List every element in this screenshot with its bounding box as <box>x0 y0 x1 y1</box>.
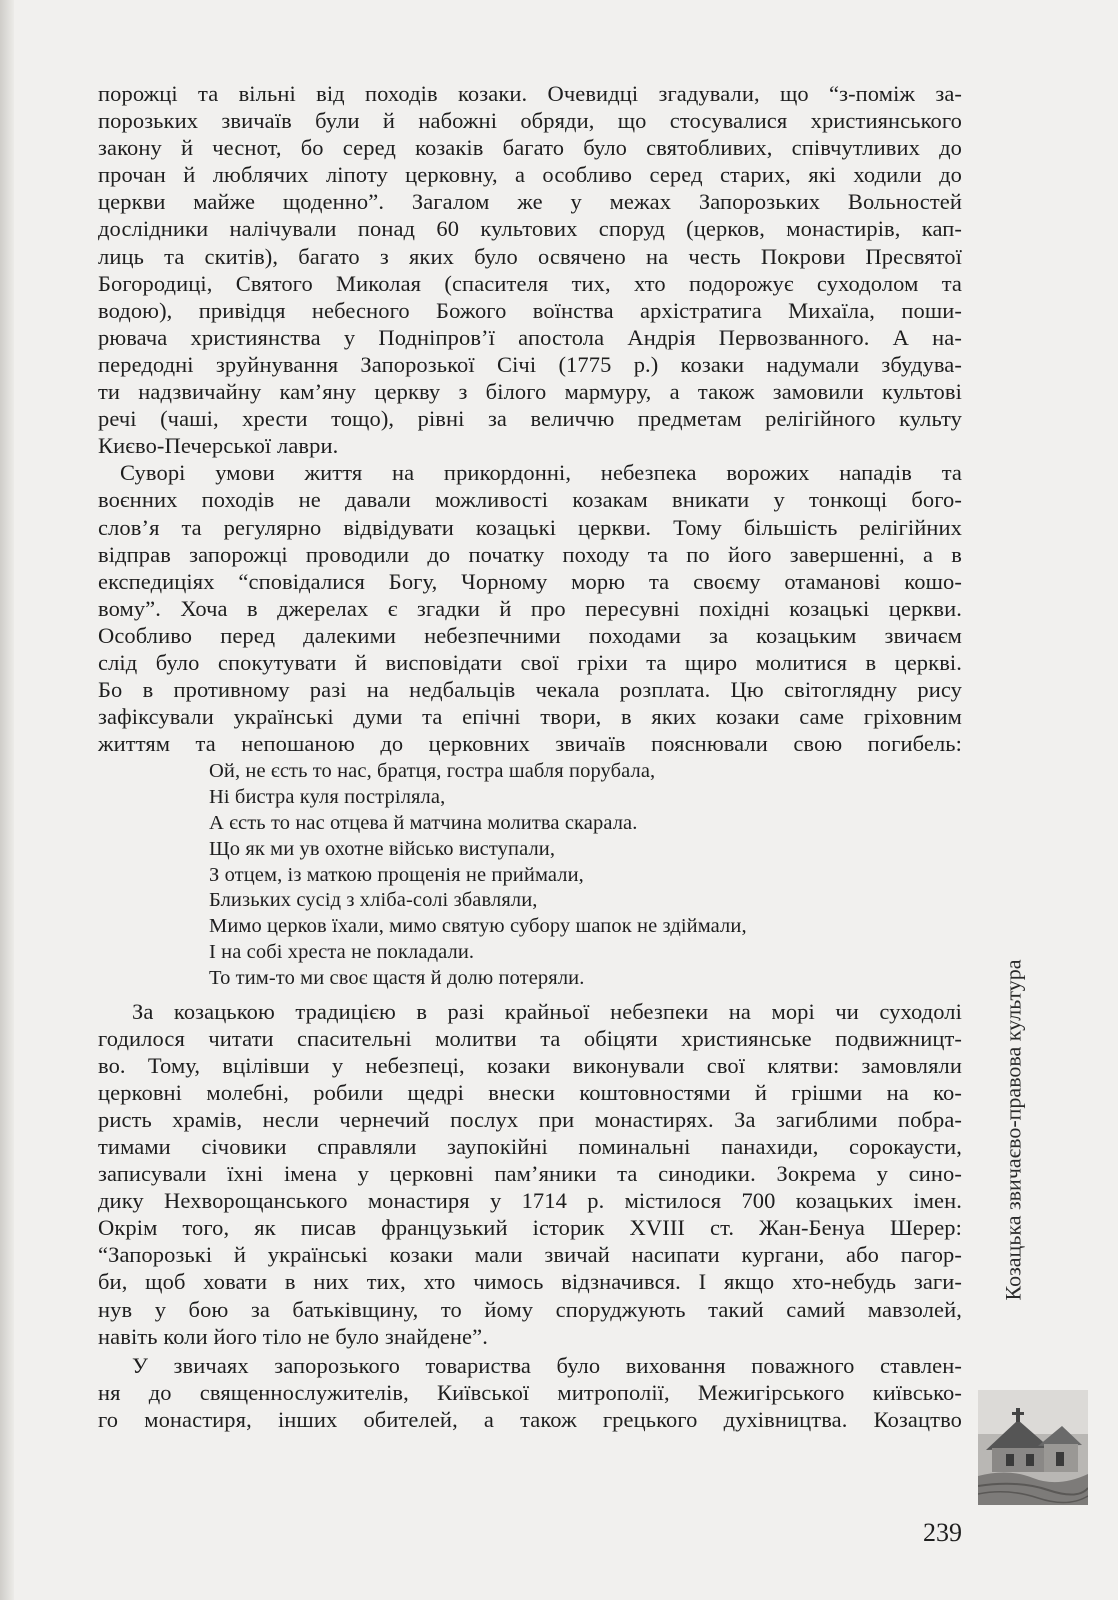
page-number: 239 <box>923 1518 962 1547</box>
poem-line: А єсть то нас отцева й матчина молитва скарала. <box>209 811 638 834</box>
section-title: Козацька звичаєво-правова культура <box>1000 959 1025 1301</box>
text-line: порожці та вільні від походів козаки. Очевидці згадували, що “з-поміж за- <box>98 81 962 106</box>
text-line: Окрім того, як писав французький історик XVIII ст. Жан-Бенуа Шерер: <box>98 1215 962 1241</box>
text-line: слов’я та регулярно відвідувати козацькі церкви. Тому більшість релігійних <box>98 514 962 540</box>
text-line: ня до священнослужителів, Київської митрополії, Межигірського київсько- <box>98 1379 962 1405</box>
text-line: закону й чеснот, бо серед козаків багато було святобливих, співчутливих до <box>98 135 962 161</box>
text-line: прочан й люблячих ліпоту церковну, а особливо серед старих, які ходили до <box>98 162 962 188</box>
text-line: би, щоб ховати в них тих, хто чимось відзначився. І якщо хто-небудь заги- <box>98 1269 962 1295</box>
paragraph-1 <box>98 80 962 459</box>
poem-line: З отцем, із маткою прощенія не приймали, <box>209 863 584 886</box>
poem-line: Ой, не єсть то нас, братця, гостра шабля порубала, <box>209 760 656 783</box>
text-line: життям та непошаною до церковних звичаїв пояснювали свою погибель: <box>98 731 962 757</box>
section-title-vertical <box>986 895 1040 1365</box>
text-line: Богородиці, Святого Миколая (спасителя тих, хто подорожує суходолом та <box>98 270 962 296</box>
poem-line: Ні бистра куля постріляла, <box>209 786 446 809</box>
text-line: Бо в противному разі на недбальців чекала розплата. Цю світоглядну рису <box>98 677 962 703</box>
text-line: дослідники налічували понад 60 культових споруд (церков, монастирів, кап- <box>98 216 962 242</box>
text-line: церковні молебні, робили щедрі внески коштовностями й грішми на ко- <box>98 1079 962 1105</box>
paragraph-4 <box>98 1352 962 1433</box>
text-line: го монастиря, інших обителей, а також грецького духівництва. Козацтво <box>98 1406 962 1432</box>
text-line: навіть коли його тіло не було знайдене”. <box>98 1323 488 1349</box>
text-line: воєнних походів не давали можливості козакам вникати у тонкощі бого- <box>98 487 962 513</box>
poem-quote <box>209 757 962 991</box>
paragraph-3 <box>98 998 962 1350</box>
text-line: За козацькою традицією в разі крайньої небезпеки на морі чи суходолі <box>132 998 962 1024</box>
text-line: відправ запорожці проводили до початку походу та по його завершенні, а в <box>98 541 962 567</box>
text-line: годилося читати спасительні молитви та обіцяти християнське подвижницт- <box>98 1025 962 1051</box>
text-line: ти надзвичайну кам’яну церкву з білого мармуру, а також замовили культові <box>98 379 962 405</box>
paragraph-2 <box>98 459 962 757</box>
text-line: водою), привідця небесного Божого воїнства архістратига Михаїла, поши- <box>98 297 962 323</box>
text-line: порозьких звичаїв були й набожні обряди, що стосувалися християнського <box>98 108 962 134</box>
text-line: експедиціях “сповідалися Богу, Чорному морю та своєму отаманові кошо- <box>98 568 962 594</box>
page-edge <box>0 0 14 1600</box>
text-line: Суворі умови життя на прикордонні, небезпека ворожих нападів та <box>120 460 962 486</box>
text-line: во. Тому, вцілівши у небезпеці, козаки виконували свої клятви: замовляли <box>98 1052 962 1078</box>
church-engraving-icon <box>978 1390 1088 1505</box>
main-text <box>98 80 962 1433</box>
poem-line: То тим-то ми своє щастя й долю потеряли. <box>209 966 585 989</box>
text-line: лиць та скитів), багато з яких було освячено на честь Покрови Пресвятої <box>98 243 962 269</box>
text-line: тимами січовики справляли заупокійні поминальні панахиди, сорокаусти, <box>98 1133 962 1159</box>
poem-line: І на собі хреста не покладали. <box>209 940 475 963</box>
text-line: речі (чаші, хрести тощо), рівні за величчю предметам релігійного культу <box>98 406 962 432</box>
text-line: записували їхні імена у церковні пам’яники та синодики. Зокрема у сино- <box>98 1161 962 1187</box>
text-line: ристь храмів, несли чернечий послух при монастирях. За загиблими побра- <box>98 1106 962 1132</box>
text-line: нув у бою за батьківщину, то йому споруджують такий самий мавзолей, <box>98 1296 962 1322</box>
poem-line: Близьких сусід з хліба-солі збавляли, <box>209 889 538 912</box>
text-line: зафіксували українські думи та епічні твори, в яких козаки саме гріховним <box>98 704 962 730</box>
text-line: “Запорозькі й українські козаки мали звичай насипати кургани, або пагор- <box>98 1242 962 1268</box>
text-line: передодні зруйнування Запорозької Січі (1775 р.) козаки надумали збудува- <box>98 351 962 377</box>
text-line: вому”. Хоча в джерелах є згадки й про пересувні похідні козацькі церкви. <box>98 595 962 621</box>
text-line: дику Нехворощанського монастиря у 1714 р. містилося 700 козацьких імен. <box>98 1188 962 1214</box>
text-line: У звичаях запорозького товариства було виховання поважного ставлен- <box>132 1352 962 1378</box>
poem-line: Що як ми ув охотне військо виступали, <box>209 837 556 860</box>
poem-line: Мимо церков їхали, мимо святую субору шапок не здіймали, <box>209 915 747 938</box>
text-line: Києво-Печерської лаври. <box>98 433 339 459</box>
text-line: Особливо перед далекими небезпечними походами за козацьким звичаєм <box>98 622 962 648</box>
text-line: рювача християнства у Подніпров’ї апостола Андрія Первозванного. А на- <box>98 324 962 350</box>
text-line: церкви майже щоденно”. Загалом же у межах Запорозьких Вольностей <box>98 189 962 215</box>
text-line: слід було спокутувати й висповідати свої гріхи та щиро молитися в церкві. <box>98 649 962 675</box>
